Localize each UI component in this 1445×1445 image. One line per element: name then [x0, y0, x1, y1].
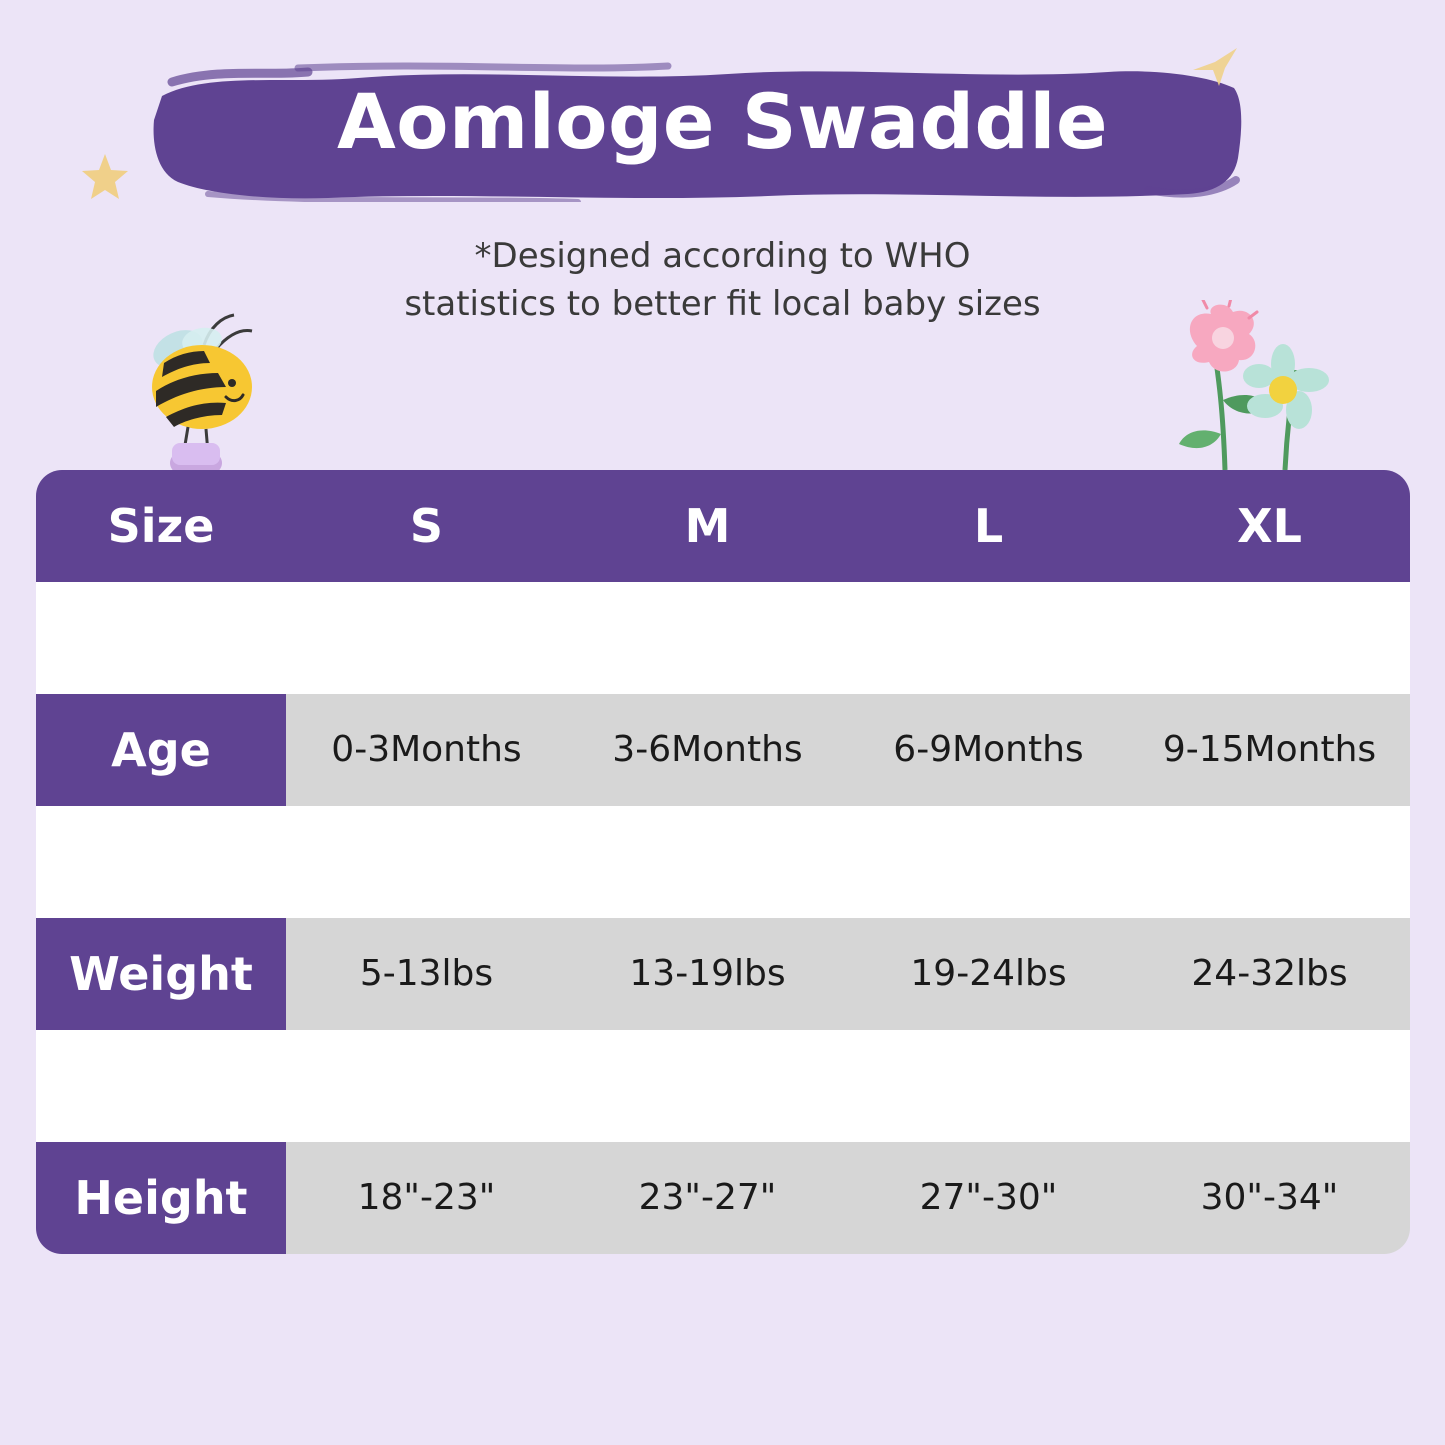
age-l-value: 6-9Months	[848, 694, 1129, 806]
height-m-value: 23"-27"	[567, 1142, 848, 1254]
weight-s-value: 5-13lbs	[286, 918, 567, 1030]
weight-m-value: 13-19lbs	[567, 918, 848, 1030]
table-header-s: S	[409, 499, 444, 553]
age-xl-value: 9-15Months	[1129, 694, 1410, 806]
table-spacer-row	[36, 806, 1410, 918]
height-s-value: 18"-23"	[286, 1142, 567, 1254]
subtitle-line-1: *Designed according to WHO	[474, 236, 971, 276]
table-header-xl: XL	[1237, 499, 1302, 553]
table-header-m: M	[684, 499, 731, 553]
row-label-weight: Weight	[36, 918, 286, 1030]
table-header-size: Size	[107, 499, 215, 553]
row-label-height: Height	[36, 1142, 286, 1254]
table-spacer-row	[36, 1030, 1410, 1142]
bee-icon	[130, 305, 270, 480]
table-row-height	[36, 1142, 1410, 1254]
weight-xl-value: 24-32lbs	[1129, 918, 1410, 1030]
size-chart-table	[36, 470, 1410, 1254]
table-header-row	[36, 470, 1410, 582]
height-l-value: 27"-30"	[848, 1142, 1129, 1254]
table-row-weight	[36, 918, 1410, 1030]
age-m-value: 3-6Months	[567, 694, 848, 806]
weight-l-value: 19-24lbs	[848, 918, 1129, 1030]
table-spacer-row	[36, 582, 1410, 694]
table-header-l: L	[973, 499, 1004, 553]
row-label-age: Age	[36, 694, 286, 806]
subtitle-line-2: statistics to better fit local baby sizes	[404, 284, 1041, 324]
title-banner	[0, 52, 1445, 212]
table-row-age	[36, 694, 1410, 806]
age-s-value: 0-3Months	[286, 694, 567, 806]
page-title: Aomloge Swaddle	[336, 77, 1109, 166]
height-xl-value: 30"-34"	[1129, 1142, 1410, 1254]
flowers-icon	[1145, 300, 1355, 480]
